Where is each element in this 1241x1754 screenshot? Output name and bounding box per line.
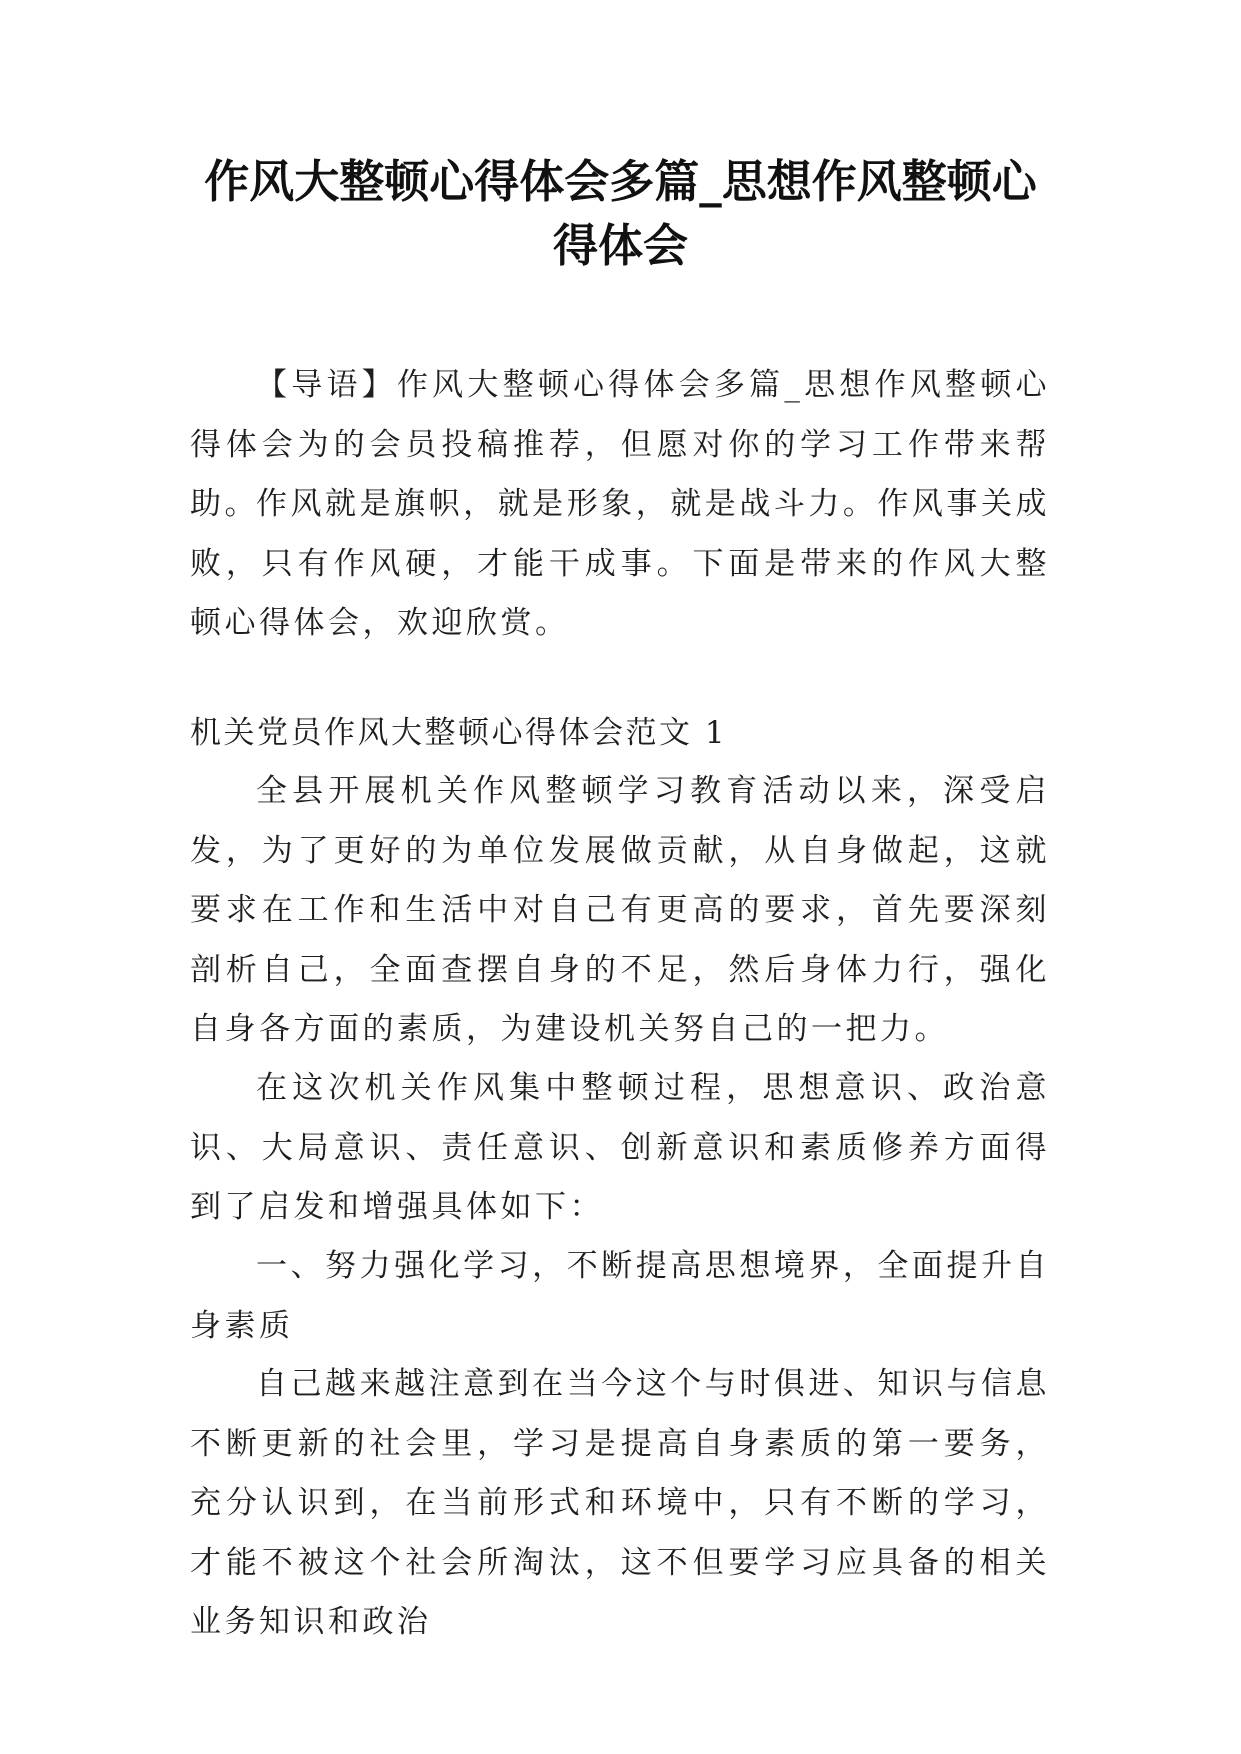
lead-paragraph: 作风就是旗帜，就是形象，就是战斗力。作风事关成败，只有作风硬，才能干成事。下面是带来的作风大整顿心得体会，欢迎欣赏。 [190,486,1050,641]
intro-paragraph: 【导语】作风大整顿心得体会多篇_思想作风整顿心得体会为的会员投稿推荐，但愿对你的学习工作带来帮助。 [190,367,1050,522]
numbered-subheading: 一、努力强化学习，不断提高思想境界，全面提升自身素质 [190,1248,1050,1344]
body-paragraph: 全县开展机关作风整顿学习教育活动以来，深受启发，为了更好的为单位发展做贡献，从自身做起，这就要求在工作和生活中对自己有更高的要求，首先要深刻剖析自己，全面查摆自身的不足，然后身体力行，强化自身各方面的素质，为建设机关努自己的一把力。 [190,773,1050,1047]
section-heading: 机关党员作风大整顿心得体会范文 1 [190,715,728,751]
document-title [150,150,1091,278]
title-line-1: 作风大整顿心得体会多篇_思想作风整顿心 [204,155,1037,208]
title-line-2: 得体会 [552,219,688,272]
body-paragraph: 在这次机关作风集中整顿过程，思想意识、政治意识、大局意识、责任意识、创新意识和素质修养方面得到了启发和增强具体如下： [190,1070,1050,1225]
body-paragraph: 自己越来越注意到在当今这个与时俱进、知识与信息不断更新的社会里，学习是提高自身素质的第一要务，充分认识到，在当前形式和环境中，只有不断的学习，才能不被这个社会所淘汰，这不但要学习应具备的相关业务知识和政治 [190,1366,1050,1640]
